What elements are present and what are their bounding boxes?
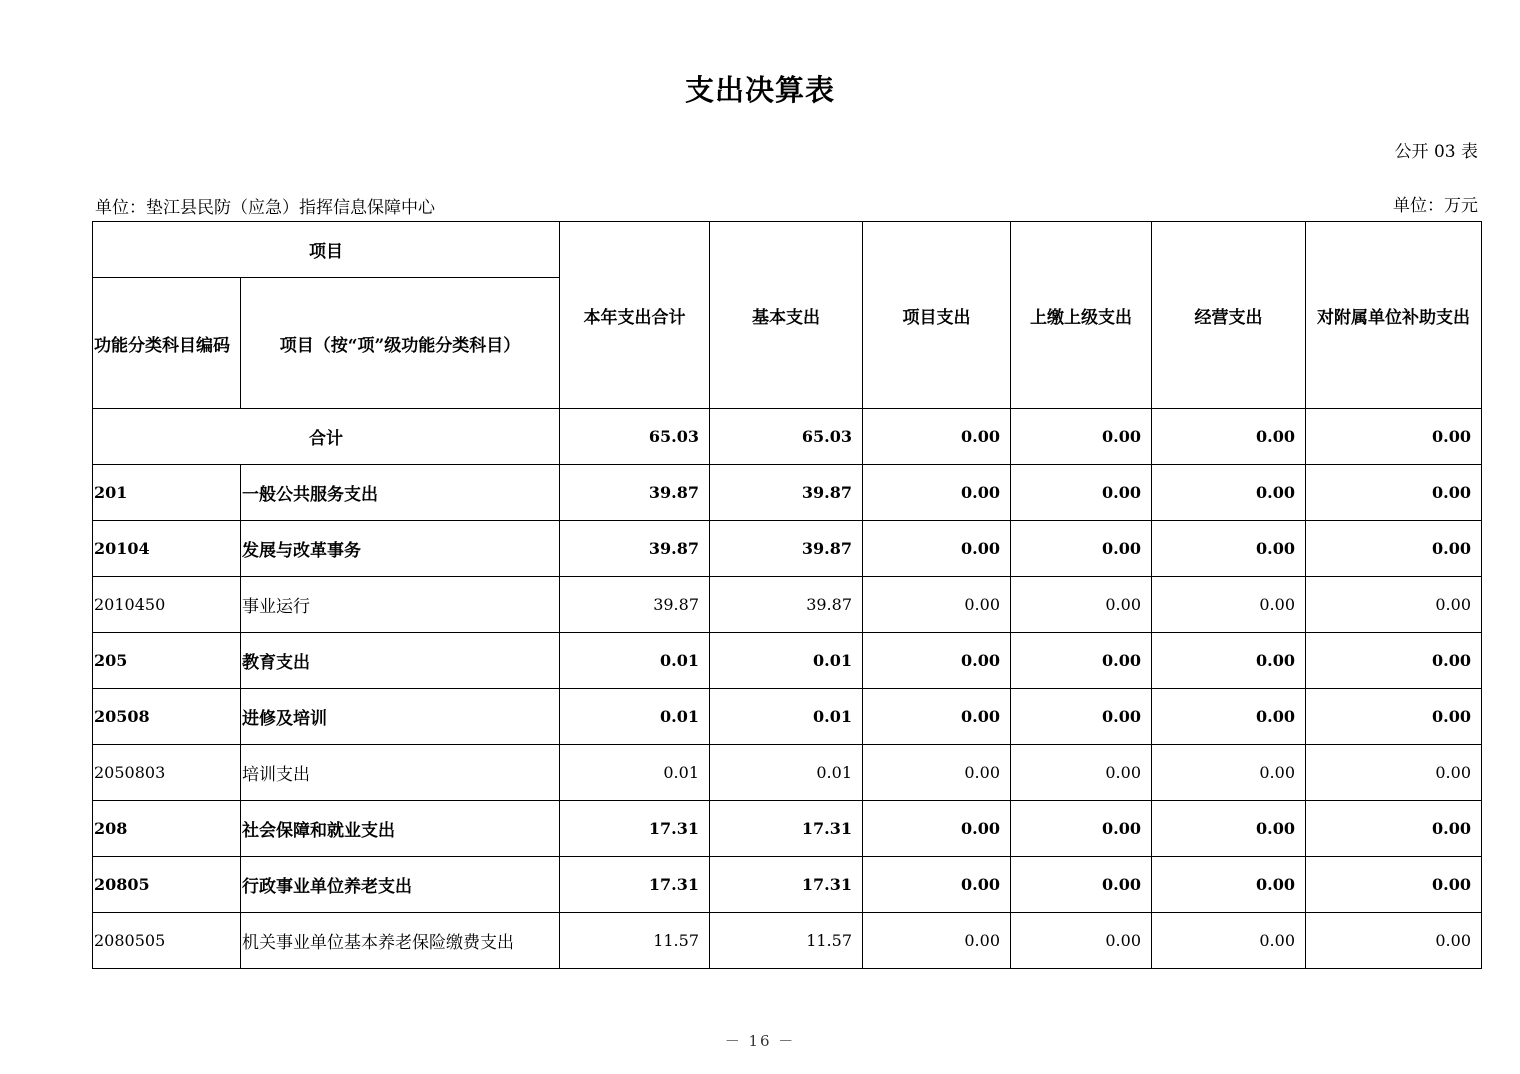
unit-organization: 单位：垫江县民防（应急）指挥信息保障中心 <box>95 198 435 218</box>
row-total: 39.87 <box>560 577 710 633</box>
header-basic: 基本支出 <box>710 222 863 409</box>
table-row <box>93 857 1482 913</box>
row-upper: 0.00 <box>1011 689 1152 745</box>
row-code: 20805 <box>93 857 241 913</box>
row-name: 发展与改革事务 <box>241 521 560 577</box>
row-code: 205 <box>93 633 241 689</box>
row-business: 0.00 <box>1152 521 1306 577</box>
row-code: 2080505 <box>93 913 241 969</box>
row-total: 17.31 <box>560 857 710 913</box>
row-basic: 0.01 <box>710 745 863 801</box>
row-total: 11.57 <box>560 913 710 969</box>
total-subsidy: 0.00 <box>1306 409 1482 465</box>
row-name: 培训支出 <box>241 745 560 801</box>
row-upper: 0.00 <box>1011 857 1152 913</box>
table-row <box>93 689 1482 745</box>
row-business: 0.00 <box>1152 801 1306 857</box>
row-project: 0.00 <box>863 689 1011 745</box>
table-row <box>93 913 1482 969</box>
row-basic: 0.01 <box>710 689 863 745</box>
row-name: 教育支出 <box>241 633 560 689</box>
row-business: 0.00 <box>1152 633 1306 689</box>
row-subsidy: 0.00 <box>1306 689 1482 745</box>
row-business: 0.00 <box>1152 857 1306 913</box>
row-business: 0.00 <box>1152 577 1306 633</box>
header-item: 项目 <box>93 222 560 278</box>
row-subsidy: 0.00 <box>1306 913 1482 969</box>
header-project: 项目支出 <box>863 222 1011 409</box>
row-project: 0.00 <box>863 745 1011 801</box>
form-number: 公开 03 表 <box>1394 142 1478 162</box>
row-subsidy: 0.00 <box>1306 465 1482 521</box>
row-project: 0.00 <box>863 633 1011 689</box>
row-total: 39.87 <box>560 465 710 521</box>
row-upper: 0.00 <box>1011 465 1152 521</box>
row-total: 0.01 <box>560 745 710 801</box>
row-business: 0.00 <box>1152 745 1306 801</box>
row-total: 39.87 <box>560 521 710 577</box>
row-basic: 39.87 <box>710 465 863 521</box>
row-code: 20508 <box>93 689 241 745</box>
row-upper: 0.00 <box>1011 521 1152 577</box>
total-upper: 0.00 <box>1011 409 1152 465</box>
total-total: 65.03 <box>560 409 710 465</box>
row-basic: 17.31 <box>710 801 863 857</box>
row-business: 0.00 <box>1152 689 1306 745</box>
row-business: 0.00 <box>1152 913 1306 969</box>
row-code: 20104 <box>93 521 241 577</box>
row-project: 0.00 <box>863 577 1011 633</box>
row-name: 事业运行 <box>241 577 560 633</box>
row-project: 0.00 <box>863 521 1011 577</box>
row-subsidy: 0.00 <box>1306 745 1482 801</box>
row-name: 进修及培训 <box>241 689 560 745</box>
row-total: 0.01 <box>560 689 710 745</box>
row-project: 0.00 <box>863 801 1011 857</box>
table-row <box>93 745 1482 801</box>
row-total: 17.31 <box>560 801 710 857</box>
row-subsidy: 0.00 <box>1306 521 1482 577</box>
total-label: 合计 <box>93 409 560 465</box>
page-number: － 16 － <box>724 1032 796 1050</box>
table-row <box>93 521 1482 577</box>
total-project: 0.00 <box>863 409 1011 465</box>
row-name: 一般公共服务支出 <box>241 465 560 521</box>
row-subsidy: 0.00 <box>1306 633 1482 689</box>
row-total: 0.01 <box>560 633 710 689</box>
row-basic: 17.31 <box>710 857 863 913</box>
header-name: 项目（按“项”级功能分类科目） <box>241 278 560 409</box>
header-subsidy: 对附属单位补助支出 <box>1306 222 1482 409</box>
expenditure-table <box>92 221 1482 969</box>
row-code: 201 <box>93 465 241 521</box>
row-basic: 0.01 <box>710 633 863 689</box>
row-subsidy: 0.00 <box>1306 577 1482 633</box>
row-code: 2050803 <box>93 745 241 801</box>
table-row <box>93 633 1482 689</box>
header-row-1 <box>93 222 1482 278</box>
unit-currency: 单位：万元 <box>1393 196 1478 216</box>
table-row <box>93 577 1482 633</box>
table-row <box>93 801 1482 857</box>
header-upper: 上缴上级支出 <box>1011 222 1152 409</box>
row-project: 0.00 <box>863 857 1011 913</box>
row-name: 机关事业单位基本养老保险缴费支出 <box>241 913 560 969</box>
row-basic: 39.87 <box>710 521 863 577</box>
row-basic: 11.57 <box>710 913 863 969</box>
row-subsidy: 0.00 <box>1306 801 1482 857</box>
page-title: 支出决算表 <box>684 73 835 107</box>
row-subsidy: 0.00 <box>1306 857 1482 913</box>
row-upper: 0.00 <box>1011 913 1152 969</box>
row-code: 208 <box>93 801 241 857</box>
total-basic: 65.03 <box>710 409 863 465</box>
row-basic: 39.87 <box>710 577 863 633</box>
total-row <box>93 409 1482 465</box>
row-name: 社会保障和就业支出 <box>241 801 560 857</box>
row-business: 0.00 <box>1152 465 1306 521</box>
row-name: 行政事业单位养老支出 <box>241 857 560 913</box>
header-total: 本年支出合计 <box>560 222 710 409</box>
row-project: 0.00 <box>863 913 1011 969</box>
row-upper: 0.00 <box>1011 577 1152 633</box>
row-upper: 0.00 <box>1011 633 1152 689</box>
row-code: 2010450 <box>93 577 241 633</box>
total-business: 0.00 <box>1152 409 1306 465</box>
header-code: 功能分类科目编码 <box>93 278 241 409</box>
header-business: 经营支出 <box>1152 222 1306 409</box>
row-project: 0.00 <box>863 465 1011 521</box>
row-upper: 0.00 <box>1011 801 1152 857</box>
table-row <box>93 465 1482 521</box>
row-upper: 0.00 <box>1011 745 1152 801</box>
